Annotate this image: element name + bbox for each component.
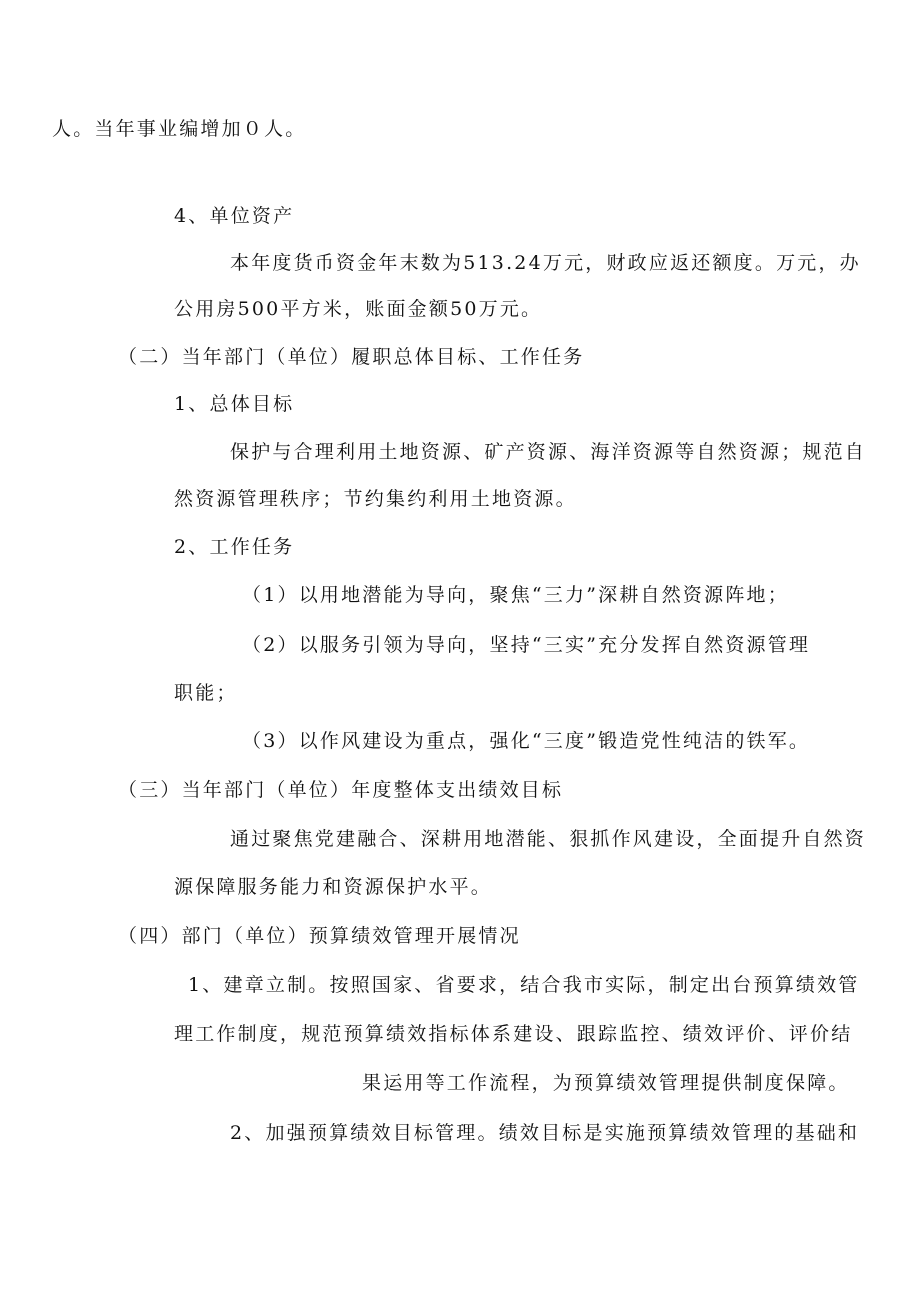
- text-line-19: 理工作制度，规范预算绩效指标体系建设、跟踪监控、绩效评价、评价结: [174, 1023, 853, 1045]
- subheading-overall-goal: 1、总体目标: [174, 393, 295, 415]
- text-line-20: 果运用等工作流程，为预算绩效管理提供制度保障。: [362, 1072, 850, 1094]
- text-line-1: 人。当年事业编增加０人。: [52, 118, 307, 140]
- section-heading-2: （二）当年部门（单位）履职总体目标、工作任务: [118, 346, 585, 368]
- task-item-2: （2）以服务引领为导向，坚持“三实”充分发挥自然资源管理: [242, 634, 811, 656]
- text-line-18: 1、建章立制。按照国家、省要求，结合我市实际，制定出台预算绩效管: [188, 974, 860, 996]
- text-line-4: 公用房500平方米，账面金额50万元。: [174, 298, 543, 320]
- section-heading-unit-assets: 4、单位资产: [174, 205, 295, 227]
- subheading-work-tasks: 2、工作任务: [174, 536, 295, 558]
- text-line-7: 保护与合理利用土地资源、矿产资源、海洋资源等自然资源；规范自: [230, 441, 867, 463]
- text-line-21: 2、加强预算绩效目标管理。绩效目标是实施预算绩效管理的基础和: [230, 1122, 860, 1144]
- section-heading-4: （四）部门（单位）预算绩效管理开展情况: [118, 925, 521, 947]
- text-line-15: 通过聚焦党建融合、深耕用地潜能、狠抓作风建设，全面提升自然资: [230, 828, 867, 850]
- text-line-16: 源保障服务能力和资源保护水平。: [174, 876, 493, 898]
- task-item-1: （1）以用地潜能为导向，聚焦“三力”深耕自然资源阵地；: [242, 584, 789, 606]
- section-heading-3: （三）当年部门（单位）年度整体支出绩效目标: [118, 779, 564, 801]
- task-item-3: （3）以作风建设为重点，强化“三度”锻造党性纯洁的铁军。: [242, 730, 811, 752]
- text-line-3: 本年度货币资金年末数为513.24万元，财政应返还额度。万元，办: [230, 252, 861, 274]
- text-line-8: 然资源管理秩序；节约集约利用土地资源。: [174, 488, 577, 510]
- task-item-2-cont: 职能；: [174, 682, 238, 704]
